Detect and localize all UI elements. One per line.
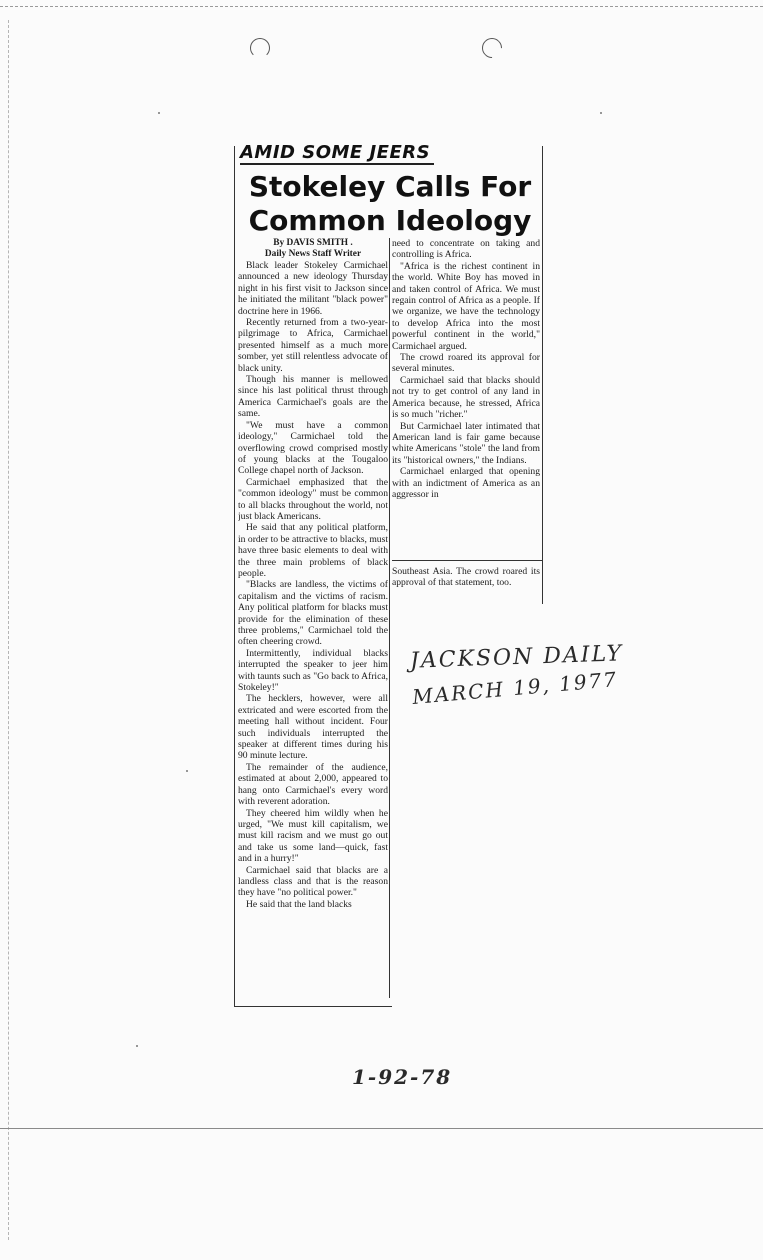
- byline-role: Daily News Staff Writer: [264, 249, 362, 259]
- scan-speck: [600, 112, 602, 114]
- scan-edge-top: [0, 6, 763, 7]
- paragraph: Carmichael enlarged that opening with an indictment of America as an aggressor in: [392, 466, 540, 500]
- handwritten-date: MARCH 19, 1977: [411, 667, 619, 709]
- paragraph: Intermittently, individual blacks interrupted the speaker to jeer him with taunts such as "Go back to Africa, Stokeley!": [238, 647, 388, 694]
- paragraph: need to concentrate on taking and controlling is Africa.: [392, 238, 540, 261]
- paragraph: Southeast Asia. The crowd roared its approval of that statement, too.: [392, 566, 540, 589]
- paragraph: But Carmichael later intimated that American land is fair game because white Americans "stole" the land from its "historical owners," the Indians.: [392, 420, 540, 466]
- punch-hole-mark: [250, 38, 270, 58]
- scan-speck: [186, 770, 188, 772]
- newspaper-clipping: [232, 136, 548, 1010]
- paragraph: The remainder of the audience, estimated at about 2,000, appeared to hang onto Carmichael's every word with reverent adoration.: [238, 761, 388, 808]
- paragraph: He said that any political platform, in order to be attractive to blacks, must have three basic elements to deal with the three main problems of black people.: [238, 522, 388, 579]
- paragraph: "Blacks are landless, the victims of capitalism and the victims of racism. Any political platform for blacks must provide for the elimination of these three problems," Carmichael told the often cheering crowd.: [238, 579, 388, 648]
- scan-speck: [136, 1045, 138, 1047]
- handwritten-source: JACKSON DAILY: [409, 641, 624, 674]
- article-column-left: [238, 238, 388, 998]
- paragraph: Black leader Stokeley Carmichael announced a new ideology Thursday night in his first visit to Jackson since he initiated the militant "black power" doctrine here in 1966.: [238, 260, 388, 317]
- handwritten-file-number: 1-92-78: [352, 1065, 453, 1089]
- scan-edge-left: [8, 20, 9, 1240]
- scan-speck: [158, 112, 160, 114]
- paragraph: The hecklers, however, were all extricated and were escorted from the meeting hall without incident. Four such individuals interrupted the speaker at different times during his 90 minute lecture.: [238, 693, 388, 762]
- article-column-continuation: [392, 566, 540, 606]
- paragraph: "Africa is the richest continent in the world. White Boy has moved in and taken control of Africa. We must regain control of Africa as a people. If we organize, we have the technology to develop Africa into the most powerful continent in the world," Carmichael argued.: [392, 260, 540, 352]
- headline-line-2: Common Ideology: [248, 204, 532, 237]
- article-kicker: AMID SOME JEERS: [240, 142, 434, 165]
- clipping-bottom-border: [234, 1006, 392, 1007]
- clipping-left-border: [234, 146, 235, 1006]
- punch-hole-mark: [478, 34, 506, 62]
- article-headline: [232, 170, 548, 238]
- clipping-right-border: [542, 146, 543, 604]
- paragraph: Carmichael said that blacks are a landless class and that is the reason they have "no political power.": [238, 864, 388, 899]
- paragraph: The crowd roared its approval for several minutes.: [392, 352, 540, 375]
- continuation-rule: [392, 560, 542, 561]
- paragraph: Though his manner is mellowed since his last political thrust through America Carmichael's goals are the same.: [238, 374, 388, 420]
- paragraph: He said that the land blacks: [246, 898, 352, 910]
- byline-author: By DAVIS SMITH .: [273, 238, 353, 248]
- paragraph: They cheered him wildly when he urged, "We must kill capitalism, we must kill racism and we must go out and take us some land—quick, fast and in a hurry!": [238, 807, 388, 865]
- paragraph: Recently returned from a two-year-pilgrimage to Africa, Carmichael presented himself as a much more somber, yet still relentless advocate of black unity.: [238, 317, 388, 374]
- paragraph: Carmichael emphasized that the "common ideology" must be common to all blacks throughout the world, not just black Americans.: [238, 476, 388, 522]
- paragraph: "We must have a common ideology," Carmichael told the overflowing crowd comprised mostly of young blacks at the Tougaloo College chapel north of Jackson.: [238, 419, 388, 477]
- scan-edge-bottom: [0, 1128, 763, 1129]
- article-column-right: [392, 238, 540, 538]
- paragraph: Carmichael said that blacks should not try to get control of any land in America because, he stressed, Africa is so much "richer.": [392, 374, 540, 421]
- column-divider: [389, 238, 390, 998]
- headline-line-1: Stokeley Calls For: [248, 170, 532, 203]
